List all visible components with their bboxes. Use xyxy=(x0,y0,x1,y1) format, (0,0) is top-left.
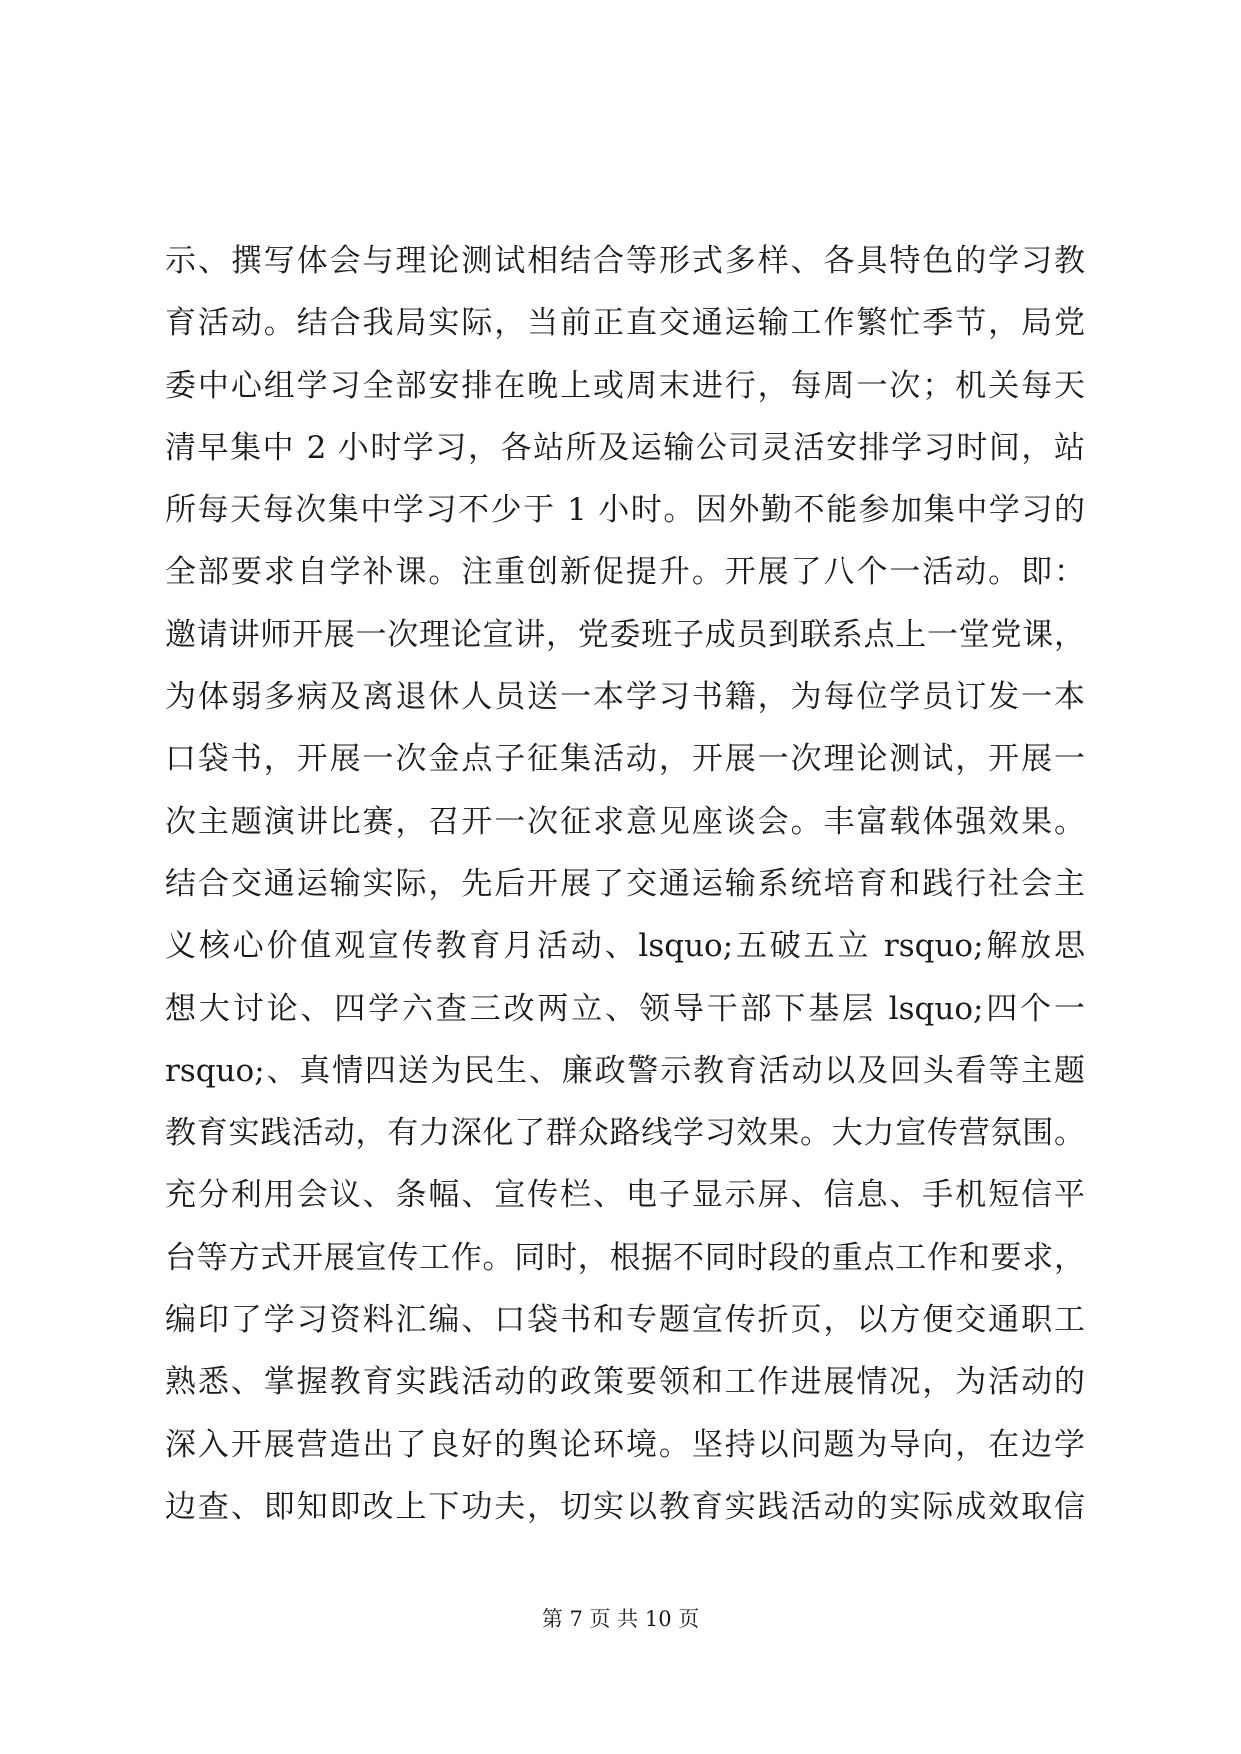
text-line: 深入开展营造出了良好的舆论环境。坚持以问题为导向，在边学 xyxy=(165,1426,1085,1463)
text-line: 口袋书，开展一次金点子征集活动，开展一次理论测试，开展一 xyxy=(165,741,1085,778)
body-text xyxy=(165,230,1085,1538)
text-line: 委中心组学习全部安排在晚上或周末进行，每周一次；机关每天 xyxy=(165,367,1085,404)
text-line: 为体弱多病及离退休人员送一本学习书籍，为每位学员订发一本 xyxy=(165,679,1085,716)
page-number-footer: 第 7 页 共 10 页 xyxy=(541,1607,700,1631)
text-line: 编印了学习资料汇编、口袋书和专题宣传折页，以方便交通职工 xyxy=(165,1302,1085,1339)
text-line: 教育实践活动，有力深化了群众路线学习效果。大力宣传营氛围。 xyxy=(165,1115,1085,1152)
text-line: 台等方式开展宣传工作。同时，根据不同时段的重点工作和要求， xyxy=(165,1239,1085,1276)
text-line: 全部要求自学补课。注重创新促提升。开展了八个一活动。即： xyxy=(165,554,1085,591)
text-line: 示、撰写体会与理论测试相结合等形式多样、各具特色的学习教 xyxy=(165,243,1085,279)
text-line: rsquo;、真情四送为民生、廉政警示教育活动以及回头看等主题 xyxy=(165,1052,1085,1089)
text-line: 育活动。结合我局实际，当前正直交通运输工作繁忙季节，局党 xyxy=(165,305,1085,342)
text-line: 邀请讲师开展一次理论宣讲，党委班子成员到联系点上一堂党课， xyxy=(165,616,1085,653)
text-line: 义核心价值观宣传教育月活动、lsquo;五破五立 rsquo;解放思 xyxy=(165,928,1085,965)
text-line: 清早集中 2 小时学习，各站所及运输公司灵活安排学习时间，站 xyxy=(165,429,1085,466)
text-line: 充分利用会议、条幅、宣传栏、电子显示屏、信息、手机短信平 xyxy=(165,1177,1085,1214)
text-line: 结合交通运输实际，先后开展了交通运输系统培育和践行社会主 xyxy=(165,865,1085,902)
text-line: 熟悉、掌握教育实践活动的政策要领和工作进展情况，为活动的 xyxy=(165,1364,1085,1401)
text-line: 次主题演讲比赛，召开一次征求意见座谈会。丰富载体强效果。 xyxy=(165,803,1085,840)
text-line: 想大讨论、四学六查三改两立、领导干部下基层 lsquo;四个一 xyxy=(165,990,1085,1027)
text-line: 所每天每次集中学习不少于 1 小时。因外勤不能参加集中学习的 xyxy=(165,492,1085,529)
text-line: 边查、即知即改上下功夫，切实以教育实践活动的实际成效取信 xyxy=(165,1488,1085,1525)
